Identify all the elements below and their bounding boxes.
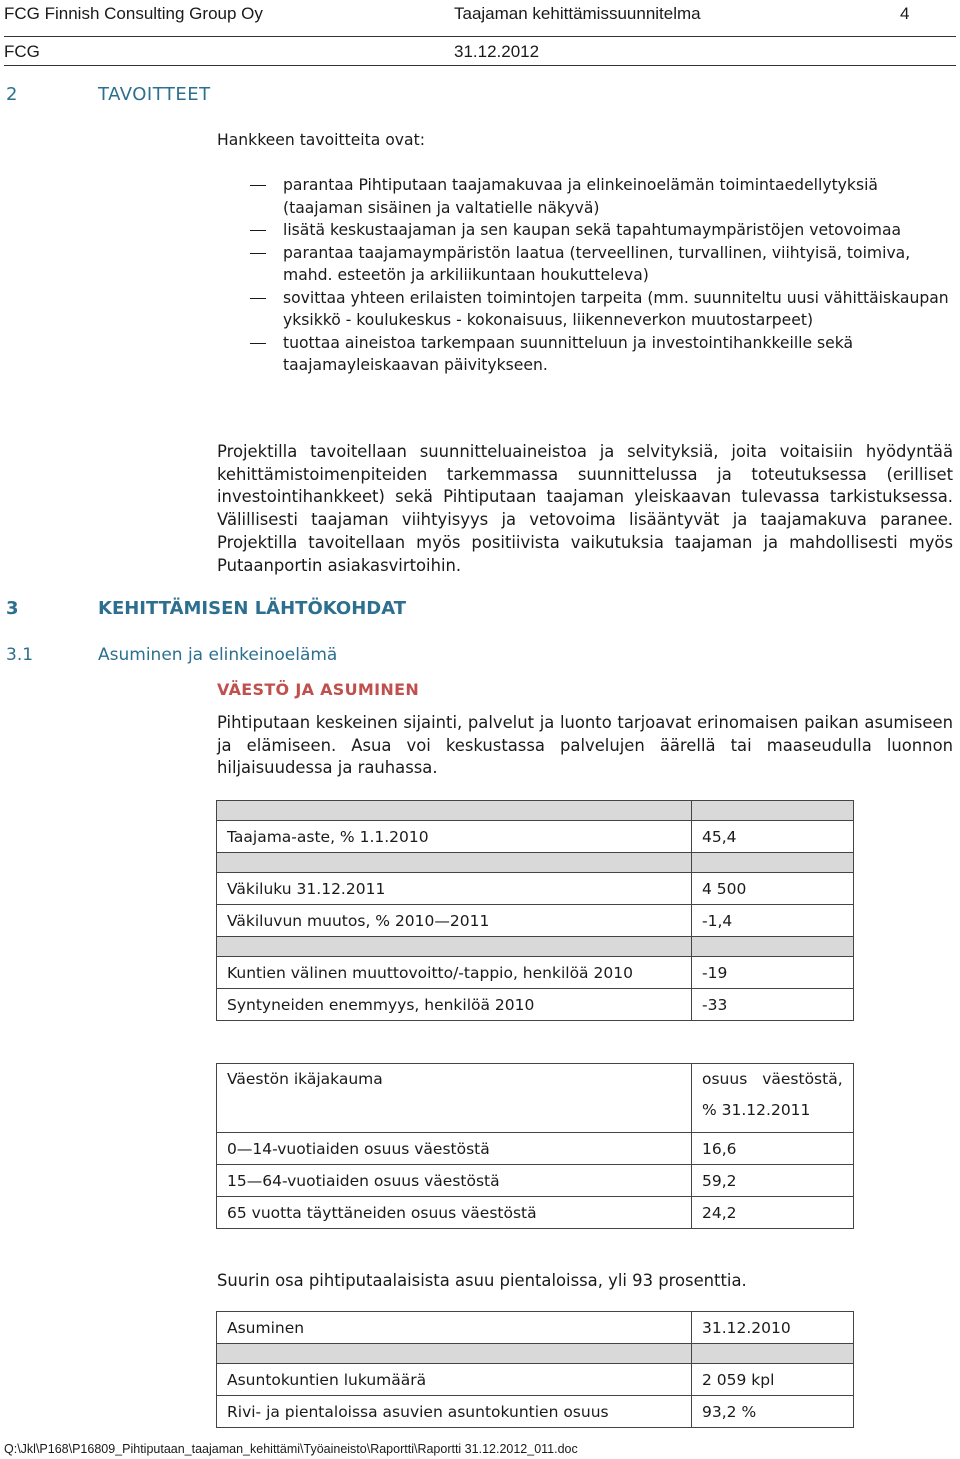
- section-2-heading: [6, 84, 211, 105]
- goal-item: parantaa Pihtiputaan taajamakuvaa ja elinkeinoelämän toimintaedellytyksiä (taajaman sisäinen ja valtatielle näkyvä): [250, 174, 955, 219]
- table-cell-value: 45,4: [692, 821, 854, 853]
- table-head-value: [692, 1064, 854, 1133]
- header-company: FCG Finnish Consulting Group Oy: [4, 4, 263, 23]
- table-cell-label: Kuntien välinen muuttovoitto/-tappio, henkilöä 2010: [217, 957, 692, 989]
- section-2-number: 2: [6, 84, 18, 105]
- header-short: FCG: [4, 42, 40, 61]
- table-cell-value: 59,2: [692, 1165, 854, 1197]
- table-cell-value: -33: [692, 989, 854, 1021]
- footer-file-path: Q:\Jkl\P168\P16809_Pihtiputaan_taajaman_kehittämi\Työaineisto\Raportti\Raportti 31.12.2012_011.doc: [4, 1442, 578, 1456]
- housing-table: [216, 1311, 854, 1428]
- table-cell-label: Väkiluvun muutos, % 2010—2011: [217, 905, 692, 937]
- goal-item: parantaa taajamaympäristön laatua (terveellinen, turvallinen, viihtyisä, toimiva, mahd. esteetön ja arkiliikuntaan houkutteleva): [250, 242, 955, 287]
- table-row: [217, 1396, 854, 1428]
- table-cell-value: 24,2: [692, 1197, 854, 1229]
- table-row: [217, 821, 854, 853]
- table-spacer-row: [217, 801, 854, 821]
- table-cell-value: 2 059 kpl: [692, 1364, 854, 1396]
- table-row: [217, 957, 854, 989]
- table-head-value-line2: % 31.12.2011: [702, 1101, 811, 1119]
- section-2-title: TAVOITTEET: [98, 84, 211, 105]
- table-spacer-row: [217, 1344, 854, 1364]
- section-3-heading: [6, 598, 406, 619]
- goal-item: tuottaa aineistoa tarkempaan suunnitteluun ja investointihankkeille sekä taajamayleiskaavan päivitykseen.: [250, 332, 955, 377]
- table-cell-label: 0—14-vuotiaiden osuus väestöstä: [217, 1133, 692, 1165]
- table-row: [217, 1165, 854, 1197]
- goals-list: [250, 174, 955, 377]
- table-head-label: Asuminen: [217, 1312, 692, 1344]
- table-cell-value: 93,2 %: [692, 1396, 854, 1428]
- population-paragraph: Pihtiputaan keskeinen sijainti, palvelut ja luonto tarjoavat erinomaisen paikan asumiseen ja elämiseen. Asua voi keskustassa palvelujen äärellä tai maaseudulla luonnon hiljaisuudessa ja rauhassa.: [217, 713, 953, 778]
- table-cell-value: -1,4: [692, 905, 854, 937]
- table-row: [217, 873, 854, 905]
- housing-note: Suurin osa pihtiputaalaisista asuu pientaloissa, yli 93 prosenttia.: [217, 1271, 747, 1290]
- header-page-number: 4: [900, 4, 910, 23]
- table-header-row: [217, 1312, 854, 1344]
- population-table: [216, 800, 854, 1021]
- table-row: [217, 1133, 854, 1165]
- section-3-title: KEHITTÄMISEN LÄHTÖKOHDAT: [98, 598, 407, 619]
- table-head-value: 31.12.2010: [692, 1312, 854, 1344]
- table-cell-label: Väkiluku 31.12.2011: [217, 873, 692, 905]
- table-cell-label: Rivi- ja pientaloissa asuvien asuntokuntien osuus: [217, 1396, 692, 1428]
- table-row: [217, 905, 854, 937]
- table-cell-value: 16,6: [692, 1133, 854, 1165]
- table-spacer-row: [217, 853, 854, 873]
- age-distribution-table: [216, 1063, 854, 1229]
- table-cell-label: Asuntokuntien lukumäärä: [217, 1364, 692, 1396]
- topic-heading: VÄESTÖ JA ASUMINEN: [217, 680, 420, 699]
- table-row: [217, 1197, 854, 1229]
- page-header: [4, 2, 956, 66]
- table-spacer-row: [217, 937, 854, 957]
- table-cell-label: 65 vuotta täyttäneiden osuus väestöstä: [217, 1197, 692, 1229]
- section-3-1-number: 3.1: [6, 645, 34, 665]
- table-cell-label: 15—64-vuotiaiden osuus väestöstä: [217, 1165, 692, 1197]
- section-3-number: 3: [6, 598, 19, 619]
- goals-intro: Hankkeen tavoitteita ovat:: [217, 131, 425, 149]
- header-date: 31.12.2012: [454, 42, 540, 61]
- table-cell-value: -19: [692, 957, 854, 989]
- table-cell-label: Taajama-aste, % 1.1.2010: [217, 821, 692, 853]
- table-row: [217, 989, 854, 1021]
- goals-paragraph: Projektilla tavoitellaan suunnitteluaineistoa ja selvityksiä, joita voitaisiin hyödyntää kehittämistoimenpiteiden tarkemmassa suunnittelussa ja toteutuksessa (erilliset investointihankkeet) sekä Pihtiputaan taajaman yleiskaavan tulevassa tarkistuksessa. Välillisesti taajaman viihtyisyys ja vetovoima lisääntyvät ja taajamakuva paranee. Projektilla tavoitellaan myös positiivista vaikutuksia taajaman ja mahdollisesti myös Putaanportin asiakasvirtoihin.: [217, 442, 953, 575]
- goal-item: lisätä keskustaajaman ja sen kaupan sekä tapahtumaympäristöjen vetovoimaa: [250, 219, 955, 242]
- goal-item: sovittaa yhteen erilaisten toimintojen tarpeita (mm. suunniteltu uusi vähittäiskaupan yksikkö - koulukeskus - kokonaisuus, liikenneverkon muutostarpeet): [250, 287, 955, 332]
- table-head-value-line1: osuus väestöstä,: [702, 1070, 843, 1088]
- header-doc-title: Taajaman kehittämissuunnitelma: [454, 4, 701, 23]
- table-header-row: [217, 1064, 854, 1133]
- table-cell-label: Syntyneiden enemmyys, henkilöä 2010: [217, 989, 692, 1021]
- table-row: [217, 1364, 854, 1396]
- table-head-label: Väestön ikäjakauma: [217, 1064, 692, 1133]
- section-3-1-title: Asuminen ja elinkeinoelämä: [98, 645, 338, 665]
- section-3-1-heading: [6, 645, 337, 665]
- table-cell-value: 4 500: [692, 873, 854, 905]
